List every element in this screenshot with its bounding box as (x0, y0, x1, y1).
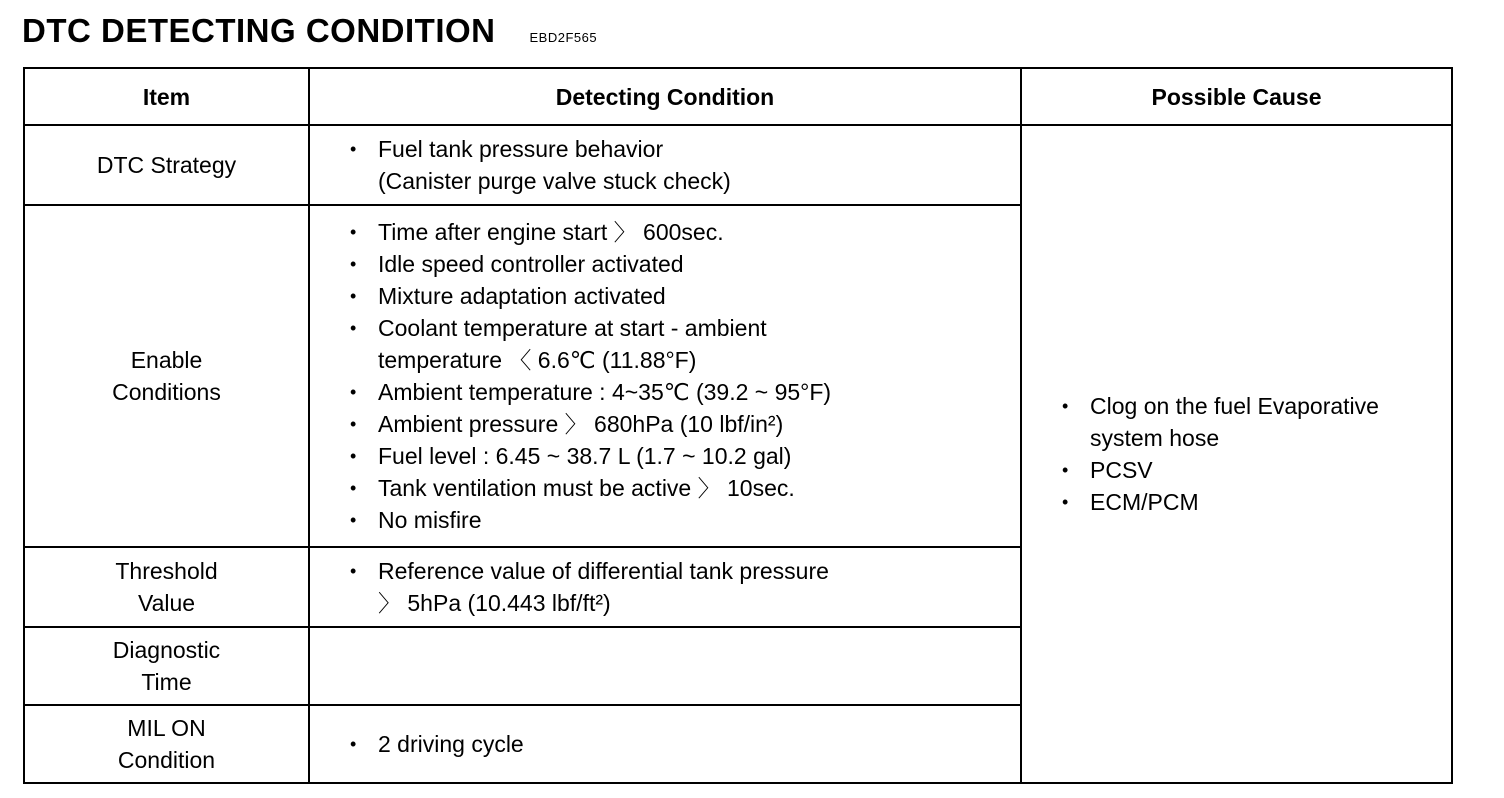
item-label: Condition (117, 747, 216, 773)
bullet-icon: • (350, 382, 357, 402)
condition-text: Fuel level : 6.45 ~ 38.7 L (1.7 ~ 10.2 gal) (378, 443, 792, 469)
condition-list (350, 728, 1010, 760)
bullet-icon: • (350, 254, 357, 274)
item-label: Conditions (112, 379, 221, 405)
condition-list (350, 555, 1010, 619)
list-item (350, 555, 1010, 619)
list-item (350, 504, 1010, 536)
list-item (350, 728, 1010, 760)
column-header-item: Item (24, 68, 309, 125)
condition-cell (309, 125, 1021, 205)
condition-text: Ambient temperature : 4~35℃ (39.2 ~ 95°F) (378, 379, 832, 405)
condition-text: Reference value of differential tank pressure (378, 558, 829, 584)
cause-text: Clog on the fuel Evaporative (1090, 393, 1379, 419)
page-heading (22, 12, 597, 50)
list-item (350, 248, 1010, 280)
cause-text: system hose (1090, 425, 1220, 451)
bullet-icon: • (350, 446, 357, 466)
bullet-icon: • (350, 561, 357, 581)
dtc-condition-table (23, 67, 1453, 784)
condition-cell-empty (309, 627, 1021, 705)
bullet-icon: • (350, 510, 357, 530)
table-row-dtc-strategy (24, 125, 1452, 205)
item-cell (24, 705, 309, 783)
condition-text: Time after engine start 〉 600sec. (378, 219, 724, 245)
list-item (1062, 486, 1435, 518)
condition-list (350, 133, 1010, 197)
condition-text: Mixture adaptation activated (378, 283, 666, 309)
bullet-icon: • (350, 222, 357, 242)
item-cell (24, 547, 309, 627)
condition-cell (309, 205, 1021, 547)
cause-text: ECM/PCM (1090, 489, 1199, 515)
condition-text: Coolant temperature at start - ambient (378, 315, 767, 341)
bullet-icon: • (1062, 460, 1069, 480)
column-header-detecting-condition: Detecting Condition (309, 68, 1021, 125)
item-label: Value (137, 590, 196, 616)
item-label: MIL ON (127, 715, 206, 741)
item-label: Threshold (115, 558, 218, 584)
bullet-icon: • (350, 139, 357, 159)
item-label: Diagnostic (112, 637, 221, 663)
page-title: DTC DETECTING CONDITION (22, 12, 496, 49)
cause-text: PCSV (1090, 457, 1153, 483)
condition-cell (309, 705, 1021, 783)
item-cell (24, 205, 309, 547)
document-code: EBD2F565 (529, 30, 598, 45)
condition-text: Tank ventilation must be active 〉 10sec. (378, 475, 795, 501)
list-item (350, 408, 1010, 440)
list-item (1062, 390, 1435, 454)
item-cell (24, 125, 309, 205)
item-label: DTC Strategy (96, 152, 237, 178)
condition-text: 2 driving cycle (378, 731, 524, 757)
list-item (350, 133, 1010, 197)
list-item (350, 280, 1010, 312)
condition-text: 〉 5hPa (10.443 lbf/ft²) (378, 590, 611, 616)
condition-text: Ambient pressure 〉 680hPa (10 lbf/in²) (378, 411, 784, 437)
possible-cause-cell (1021, 125, 1452, 783)
bullet-icon: • (350, 734, 357, 754)
table-header-row (24, 68, 1452, 125)
bullet-icon: • (350, 414, 357, 434)
list-item (350, 376, 1010, 408)
item-cell (24, 627, 309, 705)
item-label: Enable (130, 347, 203, 373)
condition-text: temperature 〈 6.6℃ (11.88°F) (378, 347, 697, 373)
list-item (350, 216, 1010, 248)
bullet-icon: • (350, 318, 357, 338)
condition-text: No misfire (378, 507, 482, 533)
list-item (350, 312, 1010, 376)
item-label: Time (141, 669, 192, 695)
bullet-icon: • (1062, 492, 1069, 512)
list-item (350, 440, 1010, 472)
list-item (1062, 454, 1435, 486)
condition-list (350, 216, 1010, 536)
list-item (350, 472, 1010, 504)
column-header-possible-cause: Possible Cause (1021, 68, 1452, 125)
condition-cell (309, 547, 1021, 627)
condition-text: Fuel tank pressure behavior (378, 136, 664, 162)
bullet-icon: • (350, 286, 357, 306)
cause-list (1062, 390, 1435, 518)
condition-text: Idle speed controller activated (378, 251, 684, 277)
condition-text: (Canister purge valve stuck check) (378, 168, 731, 194)
bullet-icon: • (1062, 396, 1069, 416)
bullet-icon: • (350, 478, 357, 498)
